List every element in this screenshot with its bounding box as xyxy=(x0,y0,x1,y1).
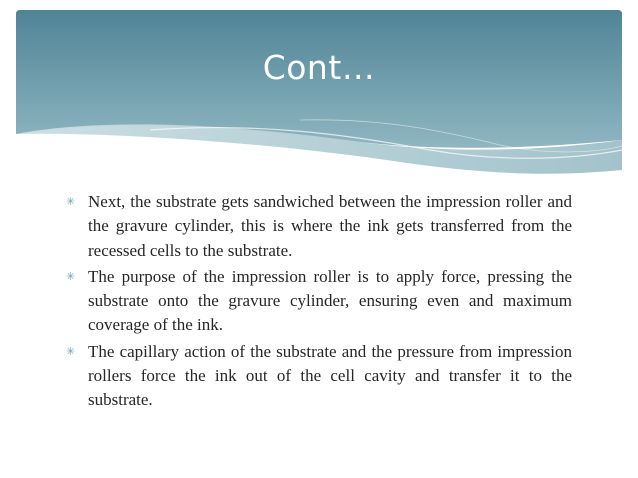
bullet-text: The purpose of the impression roller is to apply force, pressing the substrate onto the gravure cylinder, ensuring even and maximum coverage of the ink. xyxy=(88,266,572,335)
bullet-icon: ✳ xyxy=(66,195,76,208)
slide-title: Cont… xyxy=(262,48,376,87)
header-banner xyxy=(0,0,638,200)
bullet-item xyxy=(66,340,572,413)
bullet-item xyxy=(66,265,572,338)
bullet-icon: ✳ xyxy=(66,344,76,358)
bullet-text: The capillary action of the substrate and the pressure from impression rollers force the ink out of the cell cavity and transfer it to the substrate. xyxy=(88,341,572,410)
bullet-icon: ✳ xyxy=(66,269,76,283)
bullet-text: Next, the substrate gets sandwiched between the impression roller and the gravure cylinder, this is where the ink gets transferred from the recessed cells to the substrate. xyxy=(88,192,572,260)
bullet-list xyxy=(66,190,572,415)
bullet-item xyxy=(66,190,572,263)
